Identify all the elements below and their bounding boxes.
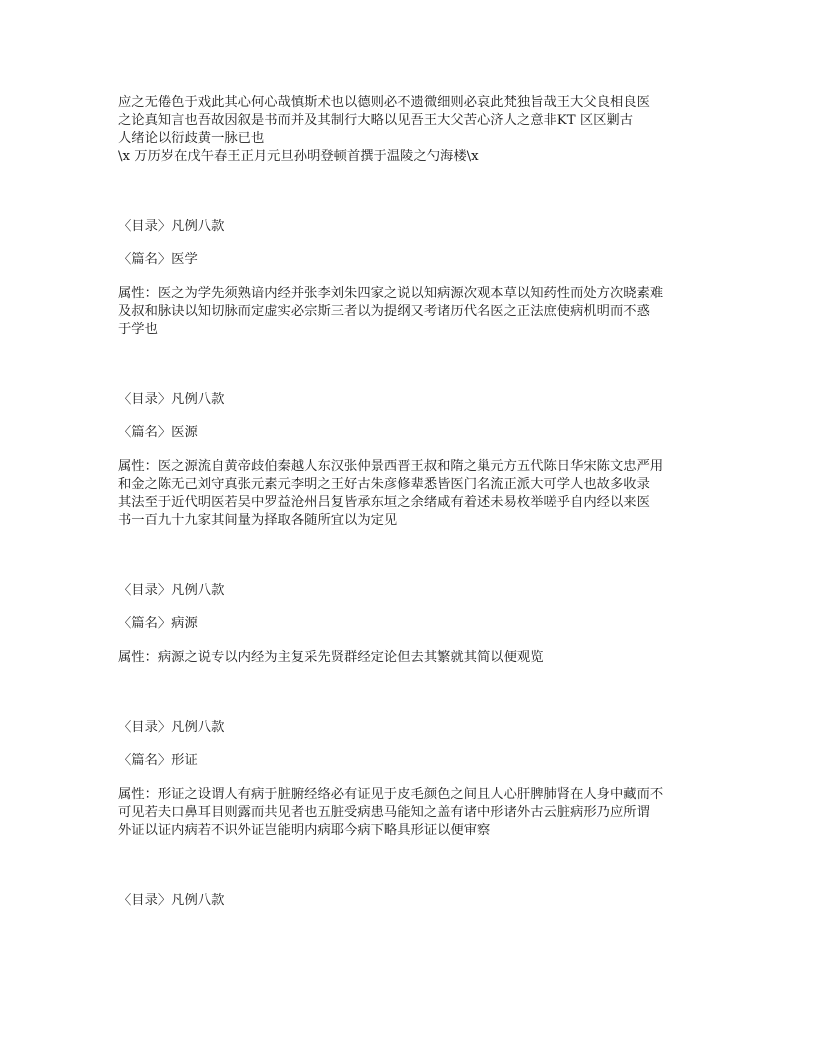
- attribute-paragraph: [118, 649, 708, 667]
- toc-label: 〈目录〉凡例八款: [118, 583, 225, 598]
- attribute-line: 属性：医之为学先须熟谙内经并张李刘朱四家之说以知病源次观本草以知药性而处方次晓素难: [118, 286, 664, 301]
- attribute-line: 属性：病源之说专以内经为主复采先贤群经定论但去其繁就其简以便观览: [118, 650, 544, 665]
- attribute-line: 外证以证内病若不识外证岂能明内病耶今病下略具形证以便审察: [118, 823, 491, 838]
- toc-label: 〈目录〉凡例八款: [118, 893, 225, 908]
- intro-line: 之论真知言也吾故因叙是书而并及其制行大略以见吾王大父苦心济人之意非KT 区区剿古: [118, 113, 634, 128]
- intro-line: 人绪论以衍歧黄一脉已也: [118, 131, 265, 146]
- intro-paragraph: [118, 94, 708, 166]
- document-page: [118, 94, 708, 910]
- attribute-paragraph: [118, 458, 708, 530]
- attribute-line: 书一百九十九家其间量为择取各随所宜以为定见: [118, 513, 398, 528]
- toc-label: 〈目录〉凡例八款: [118, 219, 225, 234]
- toc-label: 〈目录〉凡例八款: [118, 720, 225, 735]
- attribute-line: 及叔和脉诀以知切脉而定虚实必宗斯三者以为提纲又考诸历代名医之正法庶使病机明而不惑: [118, 304, 650, 319]
- attribute-line: 其法至于近代明医若吴中罗益沧州吕复皆承东垣之余绪咸有着述未易枚举嗟乎自内经以来医: [118, 495, 650, 510]
- entry-xingzheng: [118, 719, 708, 840]
- chapter-label: 〈篇名〉医学: [118, 252, 198, 267]
- attribute-paragraph: [118, 786, 708, 840]
- entry-yixue: [118, 218, 708, 339]
- attribute-line: 属性：医之源流自黄帝歧伯秦越人东汉张仲景西晋王叔和隋之巢元方五代陈日华宋陈文忠严用: [118, 459, 664, 474]
- chapter-label: 〈篇名〉医源: [118, 425, 198, 440]
- toc-label: 〈目录〉凡例八款: [118, 392, 225, 407]
- attribute-line: 属性：形证之设谓人有病于脏腑经络必有证见于皮毛颜色之间且人心肝脾肺肾在人身中藏而不: [118, 787, 664, 802]
- attribute-line: 可见若夫口鼻耳目则露而共见者也五脏受病患马能知之盖有诸中形诸外古云脏病形乃应所谓: [118, 805, 650, 820]
- chapter-label: 〈篇名〉病源: [118, 616, 198, 631]
- chapter-label: 〈篇名〉形证: [118, 753, 198, 768]
- attribute-paragraph: [118, 285, 708, 339]
- entry-bingyuan: [118, 582, 708, 667]
- intro-line: 应之无倦色于戏此其心何心哉慎斯术也以德则必不遗微细则必哀此梵独旨哉王大父良相良医: [118, 95, 650, 110]
- entry-yiyuan: [118, 391, 708, 530]
- entry-tail: [118, 892, 708, 910]
- attribute-line: 于学也: [118, 322, 158, 337]
- intro-signature-line: \x 万历岁在戊午春王正月元旦孙明登顿首撰于温陵之勺海楼\x: [118, 149, 479, 164]
- attribute-line: 和金之陈无己刘守真张元素元李明之王好古朱彦修辈悉皆医门名流正派大可学人也故多收录: [118, 477, 650, 492]
